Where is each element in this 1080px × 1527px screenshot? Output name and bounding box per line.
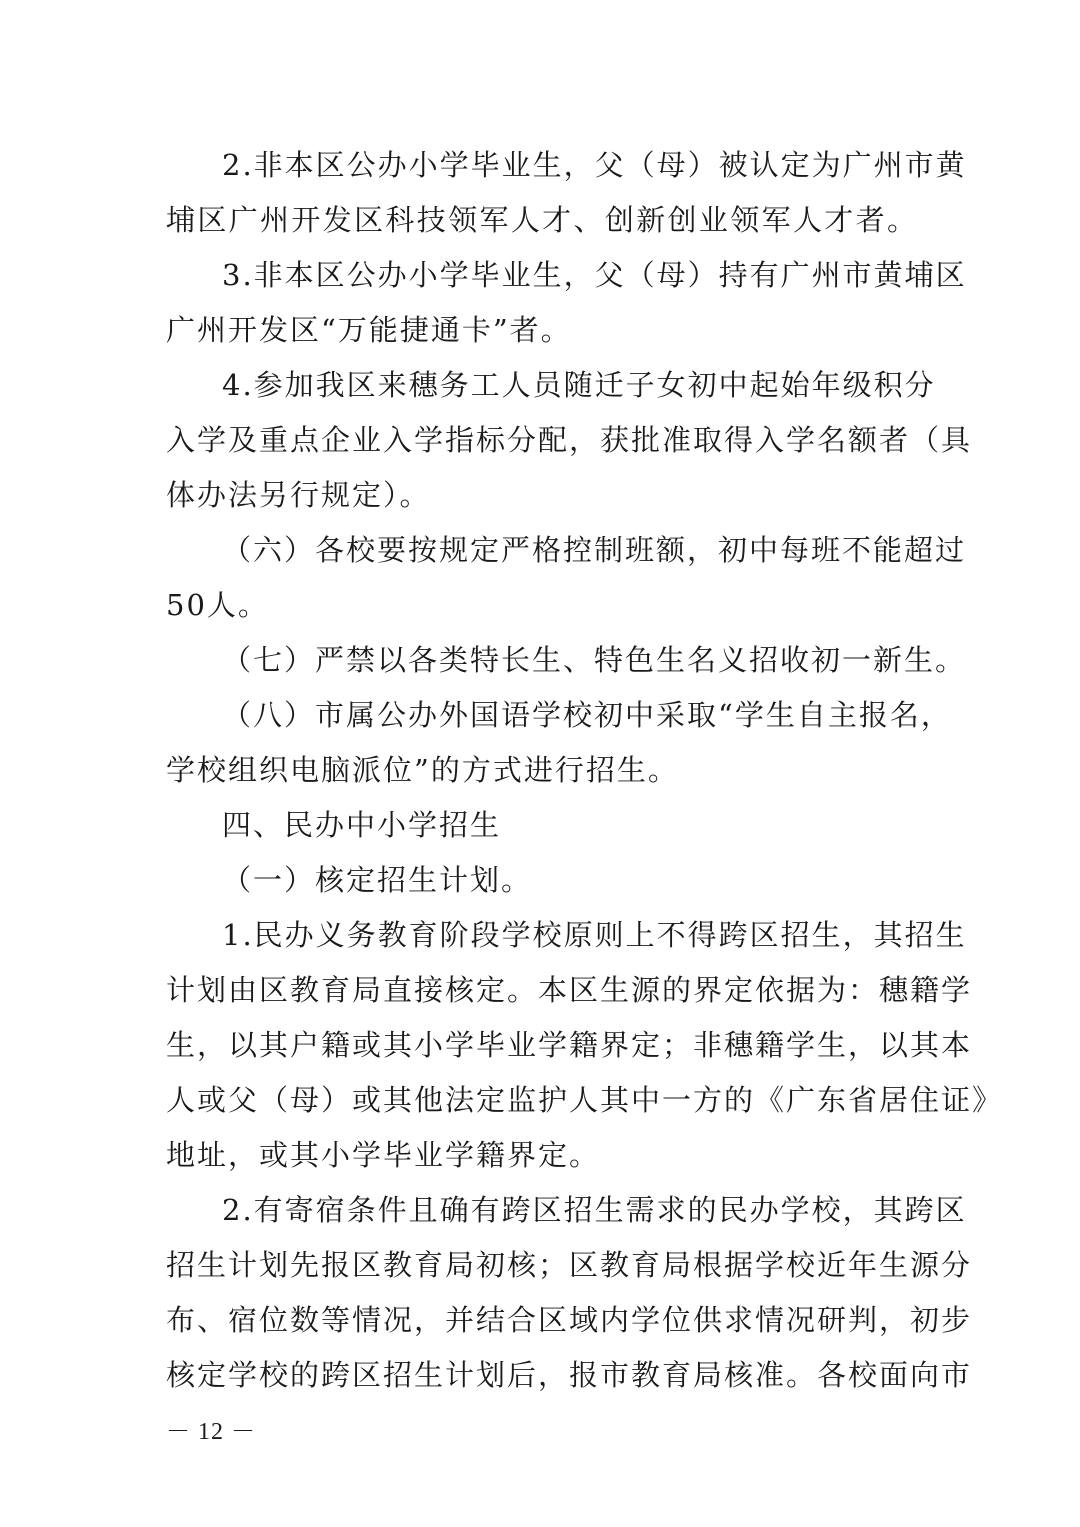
paragraph-line: 3.非本区公办小学毕业生，父（母）持有广州市黄埔区 xyxy=(222,258,967,292)
paragraph-line: 2.有寄宿条件且确有跨区招生需求的民办学校，其跨区 xyxy=(222,1193,967,1227)
page-number: － 12 － xyxy=(166,1419,256,1445)
paragraph-line: 1.民办义务教育阶段学校原则上不得跨区招生，其招生 xyxy=(222,918,967,952)
paragraph-line: （六）各校要按规定严格控制班额，初中每班不能超过 xyxy=(222,533,967,567)
section-heading: 四、民办中小学招生 xyxy=(222,808,502,842)
paragraph-line: 埔区广州开发区科技领军人才、创新创业领军人才者。 xyxy=(166,203,918,237)
paragraph-line: 布、宿位数等情况，并结合区域内学位供求情况研判，初步 xyxy=(166,1303,973,1337)
paragraph-line: 核定学校的跨区招生计划后，报市教育局核准。各校面向市 xyxy=(166,1358,973,1392)
paragraph-line: 学校组织电脑派位”的方式进行招生。 xyxy=(166,753,679,787)
paragraph-line: 计划由区教育局直接核定。本区生源的界定依据为：穗籍学 xyxy=(166,973,973,1007)
paragraph-line: 生，以其户籍或其小学毕业学籍界定；非穗籍学生，以其本 xyxy=(166,1028,973,1062)
paragraph-line: 50人。 xyxy=(166,588,269,622)
paragraph-line: 招生计划先报区教育局初核；区教育局根据学校近年生源分 xyxy=(166,1248,973,1282)
paragraph-line: 人或父（母）或其他法定监护人其中一方的《广东省居住证》 xyxy=(166,1083,1004,1117)
subsection-heading: （一）核定招生计划。 xyxy=(222,863,533,897)
paragraph-line: 4.参加我区来穗务工人员随迁子女初中起始年级积分 xyxy=(222,368,936,402)
paragraph-line: 体办法另行规定）。 xyxy=(166,478,431,512)
paragraph-line: 地址，或其小学毕业学籍界定。 xyxy=(166,1138,601,1172)
paragraph-line: 2.非本区公办小学毕业生，父（母）被认定为广州市黄 xyxy=(222,148,967,182)
paragraph-line: 入学及重点企业入学指标分配，获批准取得入学名额者（具 xyxy=(166,423,973,457)
paragraph-line: （八）市属公办外国语学校初中采取“学生自主报名， xyxy=(222,698,952,732)
paragraph-line: （七）严禁以各类特长生、特色生名义招收初一新生。 xyxy=(222,643,967,677)
paragraph-line: 广州开发区“万能捷通卡”者。 xyxy=(166,313,572,347)
